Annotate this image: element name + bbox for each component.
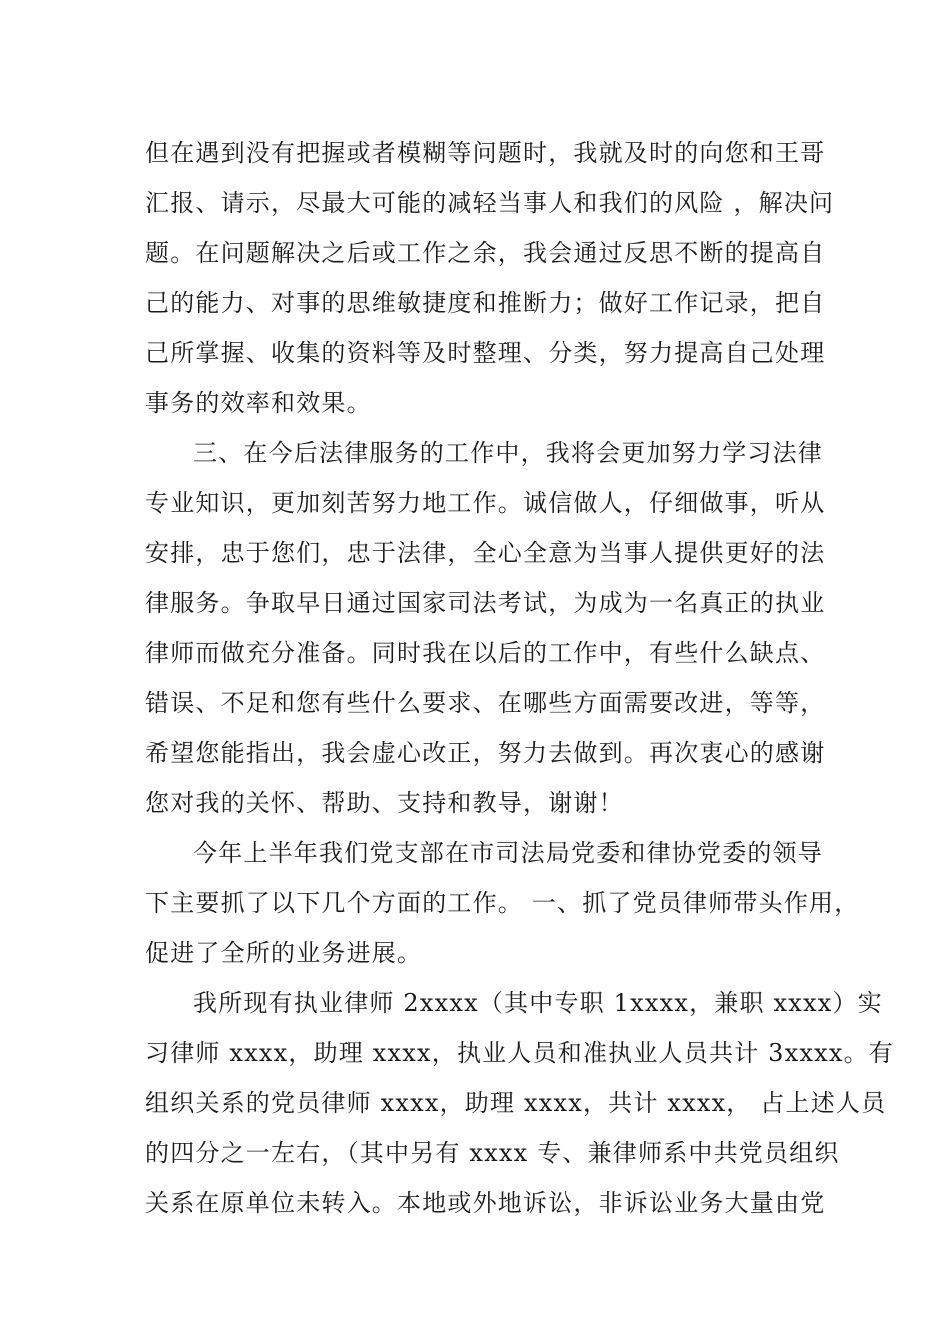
text-line: 促进了全所的业务进展。	[145, 939, 423, 967]
text-line: 下主要抓了以下几个方面的工作。 一、抓了党员律师带头作用，	[145, 889, 860, 917]
text-line: 题。在问题解决之后或工作之余，我会通过反思不断的提高自	[145, 239, 826, 267]
text-line: 己所掌握、收集的资料等及时整理、分类，努力提高自己处理	[145, 339, 826, 367]
paragraph-start-line: 今年上半年我们党支部在市司法局党委和律协党委的领导	[193, 839, 823, 867]
text-line: 律师而做充分准备。同时我在以后的工作中，有些什么缺点、	[145, 639, 826, 667]
text-line: 事务的效率和效果。	[145, 389, 372, 417]
paragraph-start-line: 三、在今后法律服务的工作中，我将会更加努力学习法律	[193, 439, 823, 467]
text-line: 但在遇到没有把握或者模糊等问题时，我就及时的向您和王哥	[145, 139, 826, 167]
text-line: 专业知识，更加刻苦努力地工作。诚信做人，仔细做事，听从	[145, 489, 826, 517]
text-line: 关系在原单位未转入。本地或外地诉讼，非诉讼业务大量由党	[145, 1189, 826, 1217]
text-line: 汇报、请示，尽最大可能的减轻当事人和我们的风险 ，解决问	[145, 189, 835, 217]
text-line: 安排，忠于您们，忠于法律，全心全意为当事人提供更好的法	[145, 539, 826, 567]
text-line: 错误、不足和您有些什么要求、在哪些方面需要改进，等等，	[145, 689, 826, 717]
paragraph-start-line: 我所现有执业律师 2xxxx（其中专职 1xxxx，兼职 xxxx）实	[193, 989, 883, 1017]
text-line: 律服务。争取早日通过国家司法考试，为成为一名真正的执业	[145, 589, 826, 617]
text-line: 希望您能指出，我会虚心改正，努力去做到。再次衷心的感谢	[145, 739, 826, 767]
text-line: 己的能力、对事的思维敏捷度和推断力；做好工作记录，把自	[145, 289, 826, 317]
text-line: 习律师 xxxx，助理 xxxx，执业人员和准执业人员共计 3xxxx。有	[145, 1039, 894, 1067]
text-line: 的四分之一左右，（其中另有 xxxx 专、兼律师系中共党员组织	[145, 1139, 840, 1167]
body-text	[145, 128, 894, 1228]
text-line: 您对我的关怀、帮助、支持和教导，谢谢！	[145, 789, 624, 817]
text-line: 组织关系的党员律师 xxxx，助理 xxxx，共计 xxxx， 占上述人员	[145, 1089, 887, 1117]
